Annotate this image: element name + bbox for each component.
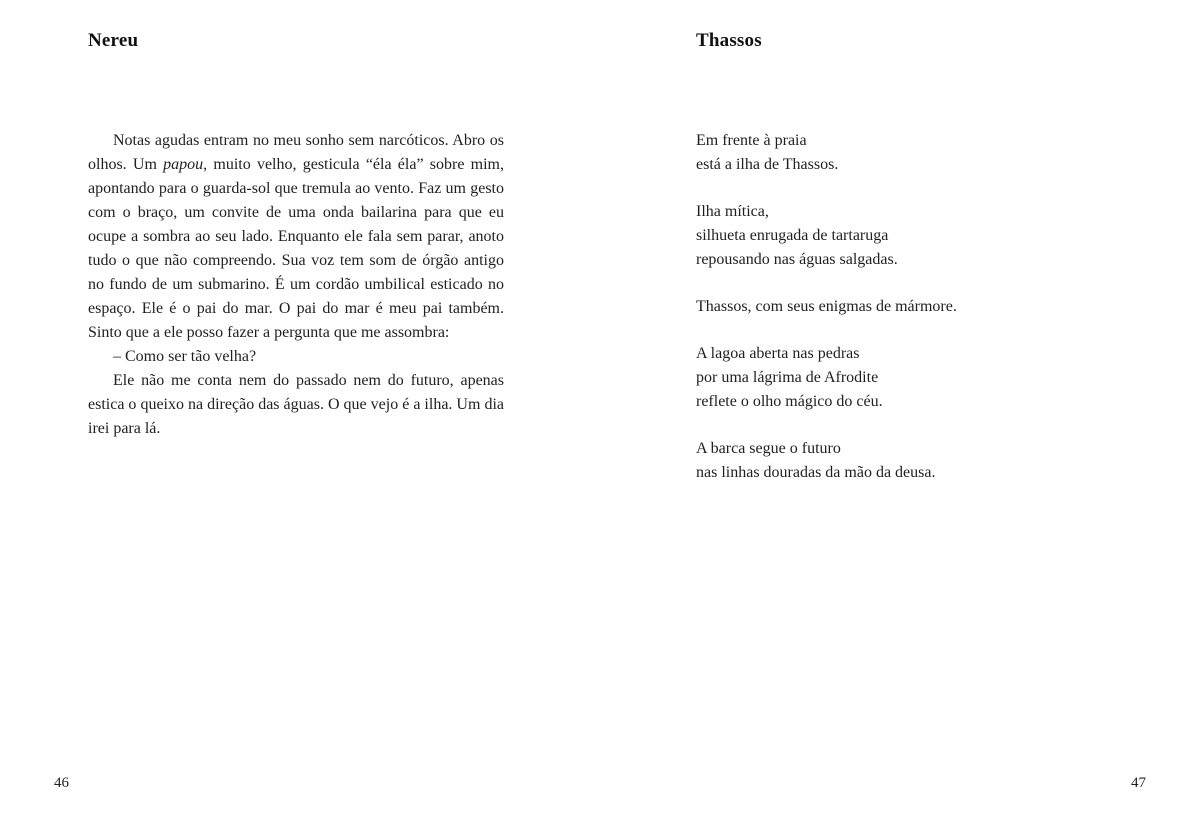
prose-body (88, 129, 504, 441)
poem-line: Em frente à praia (696, 132, 807, 149)
dialogue-line: – Como ser tão velha? (113, 348, 257, 365)
page-number: 46 (54, 775, 69, 791)
poem-line: repousando nas águas salgadas. (696, 251, 898, 268)
poem-body (696, 129, 1136, 508)
stanza (696, 200, 1136, 272)
paragraph: Ele não me conta nem do passado nem do futuro, apenas estica o queixo na direção das águas. O que vejo é a ilha. Um dia irei para lá. (88, 372, 504, 437)
poem-line: por uma lágrima de Afrodite (696, 369, 879, 386)
stanza (696, 129, 1136, 177)
page-title: Nereu (88, 30, 139, 51)
poem-line: reflete o olho mágico do céu. (696, 393, 883, 410)
paragraph (88, 129, 504, 345)
poem-line: A barca segue o futuro (696, 440, 841, 457)
italic-word: papou (163, 156, 204, 173)
page-title: Thassos (696, 30, 762, 51)
poem-line: está a ilha de Thassos. (696, 156, 839, 173)
right-page (600, 0, 1200, 828)
stanza (696, 295, 1136, 319)
poem-line: Ilha mítica, (696, 203, 769, 220)
stanza (696, 342, 1136, 414)
poem-line: Thassos, com seus enigmas de mármore. (696, 298, 957, 315)
page-number: 47 (1131, 775, 1146, 791)
paragraph-text: , muito velho, gesticula “éla éla” sobre mim, apontando para o guarda-sol que tremula ao vento. Faz um gesto com o braço, um convite de uma onda bailarina para que eu ocupe a sombra ao seu lado. Enquanto ele fala sem parar, anoto tudo o que não compreendo. Sua voz tem som de órgão antigo no fundo de um submarino. É um cordão umbilical esticado no espaço. Ele é o pai do mar. O pai do mar é meu pai também. Sinto que a ele posso fazer a pergunta que me assombra: (88, 156, 504, 341)
paragraph-text: Notas agudas entram no meu sonho sem narcóticos. Abro os olhos. Um (88, 132, 504, 173)
stanza (696, 437, 1136, 485)
poem-line: silhueta enrugada de tartaruga (696, 227, 889, 244)
poem-line: nas linhas douradas da mão da deusa. (696, 464, 936, 481)
poem-line: A lagoa aberta nas pedras (696, 345, 860, 362)
